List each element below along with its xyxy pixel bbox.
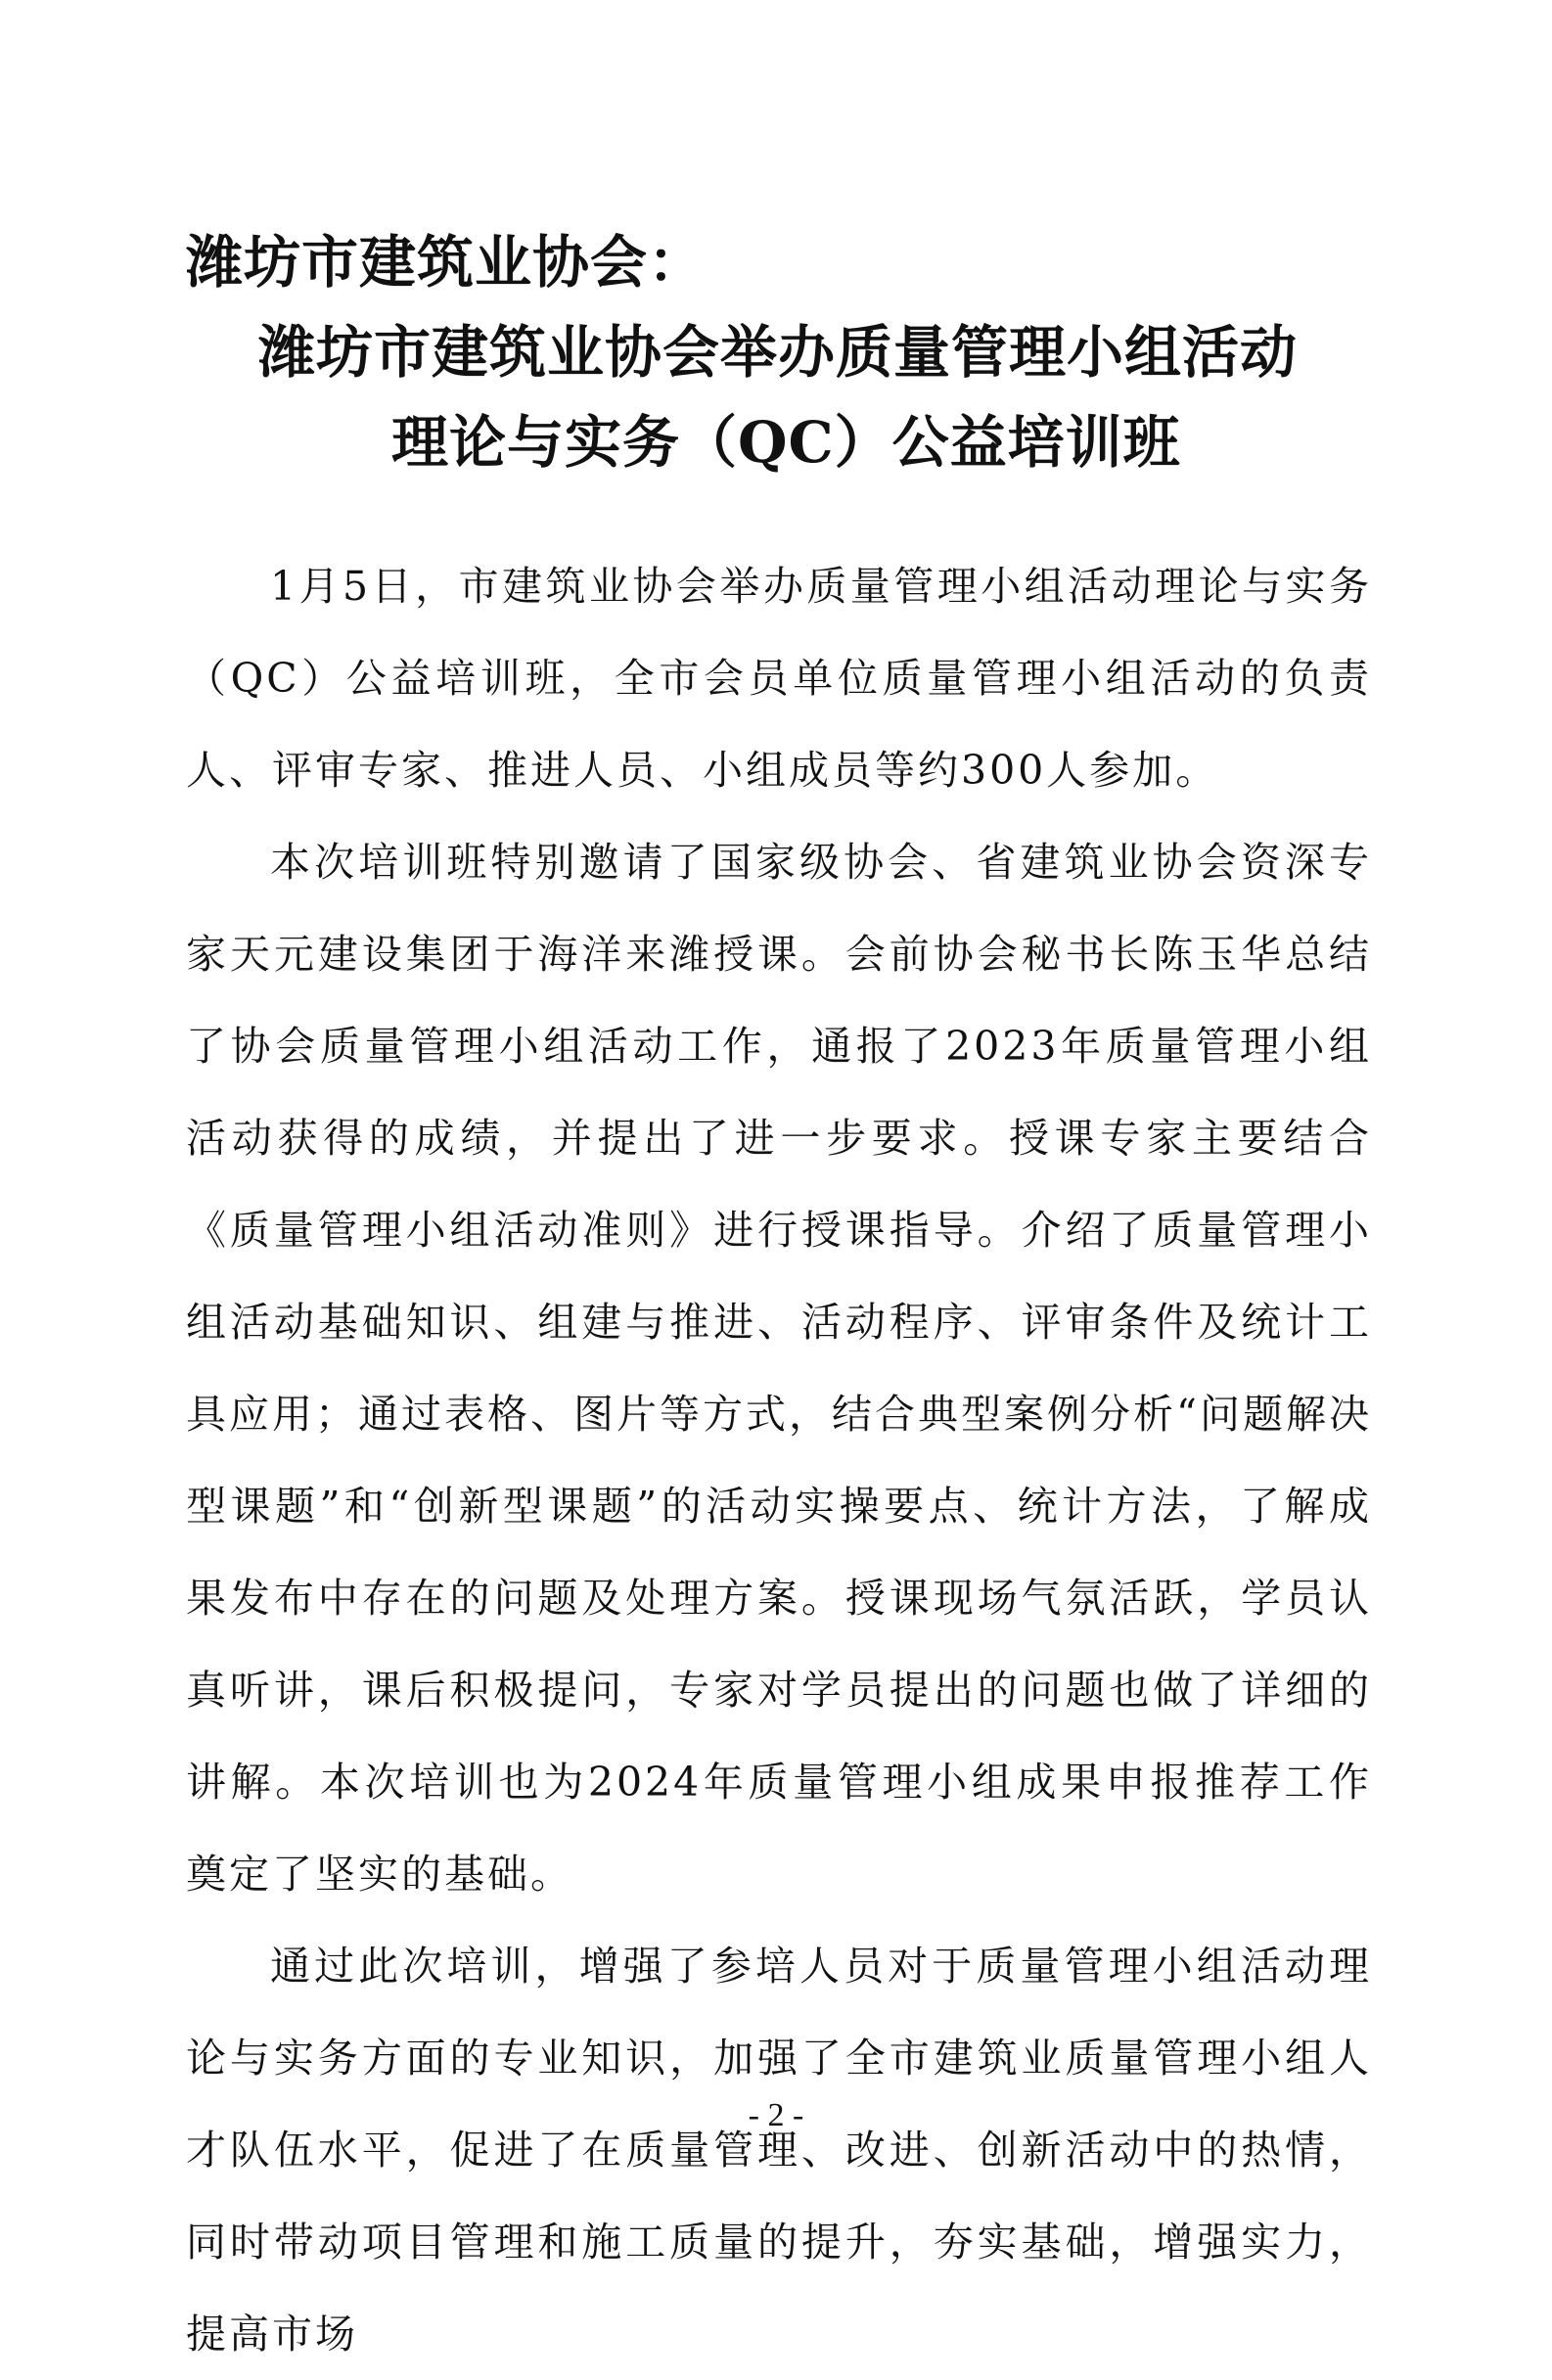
- title-line-1: 潍坊市建筑业协会：: [186, 229, 707, 296]
- paragraph-1: 1月5日，市建筑业协会举办质量管理小组活动理论与实务（QC）公益培训班，全市会员单位质量管理小组活动的负责人、评审专家、推进人员、小组成员等约300人参加。: [186, 563, 1372, 794]
- document-title: [186, 217, 1370, 487]
- title-line-3: 理论与实务（QC）公益培训班: [391, 409, 1181, 476]
- paragraph-3: 通过此次培训，增强了参培人员对于质量管理小组活动理论与实务方面的专业知识，加强了全市建筑业质量管理小组人才队伍水平，促进了在质量管理、改进、创新活动中的热情，同时带动项目管理和施工质量的提升，夯实基础，增强实力，提高市场: [186, 1943, 1372, 2357]
- page-number: - 2 -: [748, 2097, 804, 2133]
- title-line-2: 潍坊市建筑业协会举办质量管理小组活动: [258, 319, 1299, 386]
- paragraph-2: 本次培训班特别邀请了国家级协会、省建筑业协会资深专家天元建设集团于海洋来潍授课。会前协会秘书长陈玉华总结了协会质量管理小组活动工作，通报了2023年质量管理小组活动获得的成绩，并提出了进一步要求。授课专家主要结合《质量管理小组活动准则》进行授课指导。介绍了质量管理小组活动基础知识、组建与推进、活动程序、评审条件及统计工具应用；通过表格、图片等方式，结合典型案例分析“问题解决型课题”和“创新型课题”的活动实操要点、统计方法，了解成果发布中存在的问题及处理方案。授课现场气氛活跃，学员认真听讲，课后积极提问，专家对学员提出的问题也做了详细的讲解。本次培训也为2024年质量管理小组成果申报推荐工作奠定了坚实的基础。: [186, 839, 1372, 1898]
